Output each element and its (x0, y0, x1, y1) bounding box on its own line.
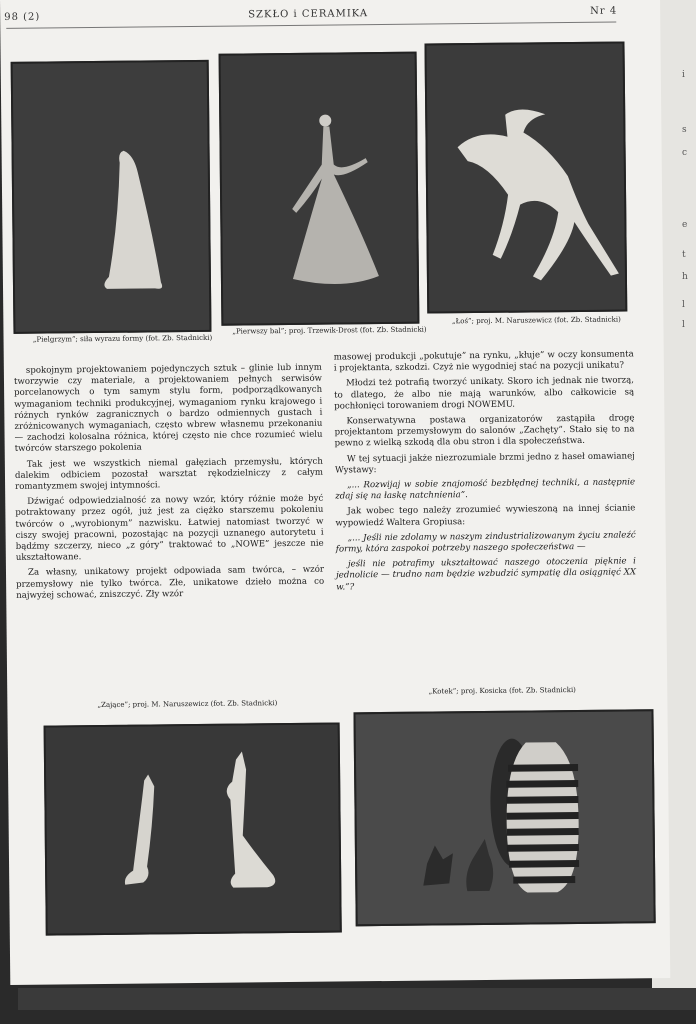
paragraph: Za własny, unikatowy projekt odpowiada sam twórca, – wzór przemysłowy nie tylko twórca. Złe, unikatowe dzieło można co najwyżej schować, zniszczyć. Zły wzór (16, 565, 325, 601)
edge-mark: i (682, 70, 685, 80)
paragraph: W tej sytuacji jakże niezrozumiale brzmi jedno z haseł omawianej Wystawy: (334, 451, 635, 476)
paragraph: Młodzi też potrafią tworzyć unikaty. Skoro ich jednak nie tworzą, to dlatego, że albo nie mają warunków, albo całkowicie są pochłonięci torowaniem drogi NOWEMU. (334, 375, 635, 412)
text-column-left (14, 363, 324, 606)
caption-pierwszy-bal: „Pierwszy bal”; proj. Trzewik-Drost (fot. Zb. Stadnicki) (232, 325, 427, 336)
paragraph: Jak wobec tego należy zrozumieć wywieszoną na innej ścianie wypowiedź Waltera Gropiusa: (335, 503, 636, 529)
background-binding (18, 988, 696, 1010)
paragraph: Konserwatywna postawa organizatorów zastąpiła drogę projektantom przemysłowym do salonów „Zachęty”. Stało się to na pewno z wielką szkodą dla obu stron i dla społeczeństwa. (334, 413, 635, 449)
caption-zajace: „Zające”; proj. M. Naruszewicz (fot. Zb. Stadnicki) (97, 699, 278, 710)
text-column-right (334, 349, 637, 597)
edge-mark: t (682, 250, 686, 260)
quote: „... Jeśli nie zdolamy w naszym zindustrializowanym życiu znaleźć formy, która zaspokoi potrzeby naszego społeczeństwa — (335, 530, 636, 555)
caption-pielgrzym: „Pielgrzym”; siła wyrazu formy (fot. Zb. Stadnicki) (32, 333, 213, 344)
photo-pielgrzym (11, 60, 212, 334)
page-reference: 98 (2) (4, 11, 41, 23)
edge-mark: l (682, 300, 685, 310)
magazine-title: SZKŁO i CERAMIKA (248, 8, 369, 21)
photo-los (424, 41, 627, 313)
photo-zajace (44, 722, 342, 935)
edge-mark: s (682, 125, 687, 135)
photo-kotek (353, 709, 655, 926)
quote: „... Rozwijaj w sobie znajomość bezbłędnej techniki, a następnie zdaj się na łaskę natchnienia”. (335, 477, 636, 502)
issue-number: Nr 4 (590, 5, 618, 17)
paragraph: masowej produkcji „pokutuje” na rynku, „kłuje” w oczy konsumenta i projektanta, szkodzi. Czyż nie wygodniej stać na pozycji unikatu? (333, 349, 634, 374)
caption-kotek: „Kotek”; proj. Kosicka (fot. Zb. Stadnicki) (428, 686, 576, 696)
paragraph: Tak jest we wszystkich niemal gałęziach przemysłu, których dalekim odbiciem pozostał warsztat rękodzielniczy z całym romantyzmem swojej intymności. (14, 456, 324, 492)
edge-mark: e (682, 220, 688, 230)
header-rule (6, 22, 616, 29)
paragraph: Dźwigać odpowiedzialność za nowy wzór, który różnie może być potraktowany przez ogół, już jest za ciężko starszemu pokoleniu twórców o „wyrobionym” nazwisku. Łatwiej natomiast tworzyć w ciszy swojej pracowni, pozostając na pozycji uznanego autorytetu i bądźmy szczerzy, nieco „z góry” traktować to „NOWE” jeszcze nie ukształtowane. (15, 493, 324, 564)
edge-mark: c (682, 148, 688, 158)
edge-mark: l (682, 320, 685, 330)
quote: jeśli nie potrafimy ukształtować naszego otoczenia pięknie i jednolicie — trudno nam będzie wzbudzić sympatię dla osiągnięć XX w.”? (335, 556, 637, 593)
photo-pierwszy-bal (219, 52, 420, 326)
caption-los: „Łoś”; proj. M. Naruszewicz (fot. Zb. Stadnicki) (451, 315, 621, 326)
edge-mark: h (682, 272, 688, 282)
paragraph: spokojnym projektowaniem pojedynczych sztuk – glinie lub innym tworzywie czy materiale, a projektowaniem pełnych serwisów porcelanowych o tym samym stylu form, podporządkowanych wymaganiom techniki produkcyjnej, wymaganiom rynku krajowego i różnych rynków zagranicznych o bardzo odmiennych gustach i zróżnicowanych wymaganiach, często wbrew własnemu przekonaniu — zachodzi kolosalna różnica, której często nie chce rozumieć wielu twórców starszego pokolenia (13, 362, 323, 455)
